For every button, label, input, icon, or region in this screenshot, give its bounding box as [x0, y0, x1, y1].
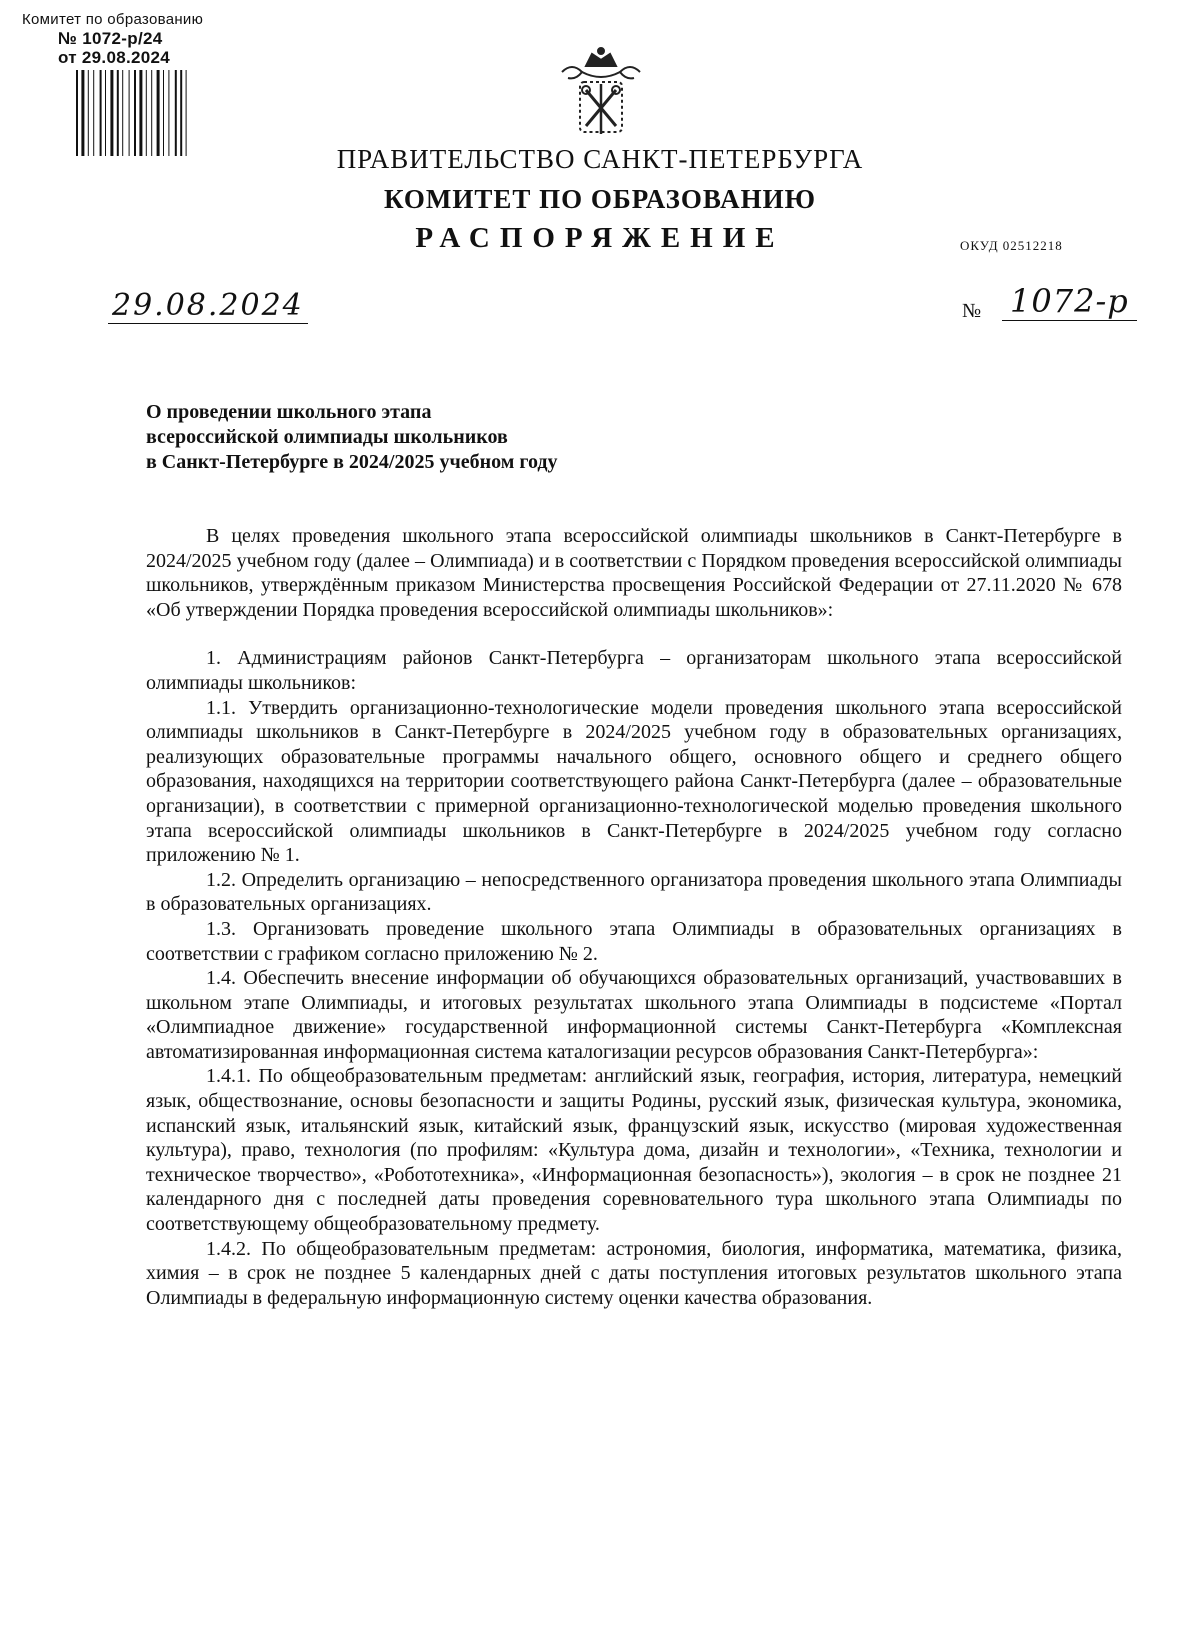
document-body: [146, 524, 1122, 1310]
clause-1-4: 1.4. Обеспечить внесение информации об обучающихся образовательных организаций, участвовавших в школьном этапе Олимпиады, и итоговых результатах школьного этапа Олимпиады в подсистеме «Портал «Олимпиадное движение» государственной информационной системы Санкт-Петербурга «Комплексная автоматизированная информационная система каталогизации ресурсов образования Санкт-Петербурга»:: [146, 967, 1122, 1063]
subject-line: в Санкт-Петербурге в 2024/2025 учебном году: [146, 451, 558, 473]
clause-1-4-1: 1.4.1. По общеобразовательным предметам: английский язык, география, история, литература, немецкий язык, обществознание, основы безопасности и защиты Родины, русский язык, физическая культура, экономика, испанский язык, итальянский язык, китайский язык, французский язык, искусство (мировая художественная культура), право, технология (по профилям: «Культура дома, дизайн и технологии», «Техника, технологии и техническое творчество», «Робототехника», «Информационная безопасность»), экология – в срок не позднее 21 календарного дня с последней даты проведения соревновательного тура школьного этапа Олимпиады по соответствующему общеобразовательному предмету.: [146, 1065, 1122, 1236]
number-sign: №: [962, 300, 982, 322]
coat-of-arms-icon: [552, 42, 650, 142]
clause-1-3: 1.3. Организовать проведение школьного этапа Олимпиады в образовательных организациях в соответствии с графиком согласно приложению № 2.: [146, 917, 1122, 965]
subject-line: О проведении школьного этапа: [146, 401, 432, 423]
preamble-paragraph: В целях проведения школьного этапа всероссийской олимпиады школьников в Санкт-Петербурге в 2024/2025 учебном году (далее – Олимпиада) и в соответствии с Порядком проведения всероссийской олимпиады школьников, утверждённым приказом Министерства просвещения Российской Федерации от 27.11.2020 № 678 «Об утверждении Порядка проведения всероссийской олимпиады школьников»:: [146, 525, 1122, 621]
government-title: ПРАВИТЕЛЬСТВО САНКТ-ПЕТЕРБУРГА: [336, 144, 864, 174]
registration-date: от 29.08.2024: [58, 48, 170, 67]
registration-stamp: [22, 10, 272, 67]
committee-title: КОМИТЕТ ПО ОБРАЗОВАНИЮ: [383, 184, 817, 214]
clause-1-2: 1.2. Определить организацию – непосредственного организатора проведения школьного этапа Олимпиады в образовательных организациях.: [146, 868, 1122, 916]
document-subject: [146, 400, 558, 475]
clause-1-1: 1.1. Утвердить организационно-технологические модели проведения школьного этапа всероссийской олимпиады школьников в Санкт-Петербурге в 2024/2025 учебном году в образовательных организациях, реализующих образовательные программы начального общего, основного общего и среднего общего образования, находящихся на территории соответствующего района Санкт-Петербурга (далее – образовательные организации), в соответствии с примерной организационно-технологической моделью проведения школьного этапа всероссийской олимпиады школьников в Санкт-Петербурге в 2024/2025 учебном году согласно приложению № 1.: [146, 696, 1122, 867]
document-type: РАСПОРЯЖЕНИЕ: [415, 222, 785, 254]
clause-1-4-2: 1.4.2. По общеобразовательным предметам: астрономия, биология, информатика, математика, физика, химия – в срок не позднее 5 календарных дней с даты поступления итоговых результатов школьного этапа Олимпиады в федеральную информационную систему оценки качества образования.: [146, 1237, 1122, 1309]
subject-line: всероссийской олимпиады школьников: [146, 426, 508, 448]
document-number: 1072-р: [1002, 282, 1137, 321]
clause-1: 1. Администрациям районов Санкт-Петербурга – организаторам школьного этапа всероссийской олимпиады школьников:: [146, 647, 1122, 694]
registration-number: № 1072-р/24: [58, 29, 163, 48]
okud-code: ОКУД 02512218: [960, 238, 1063, 253]
registration-org: Комитет по образованию: [22, 11, 204, 28]
document-date: 29.08.2024: [108, 288, 308, 324]
